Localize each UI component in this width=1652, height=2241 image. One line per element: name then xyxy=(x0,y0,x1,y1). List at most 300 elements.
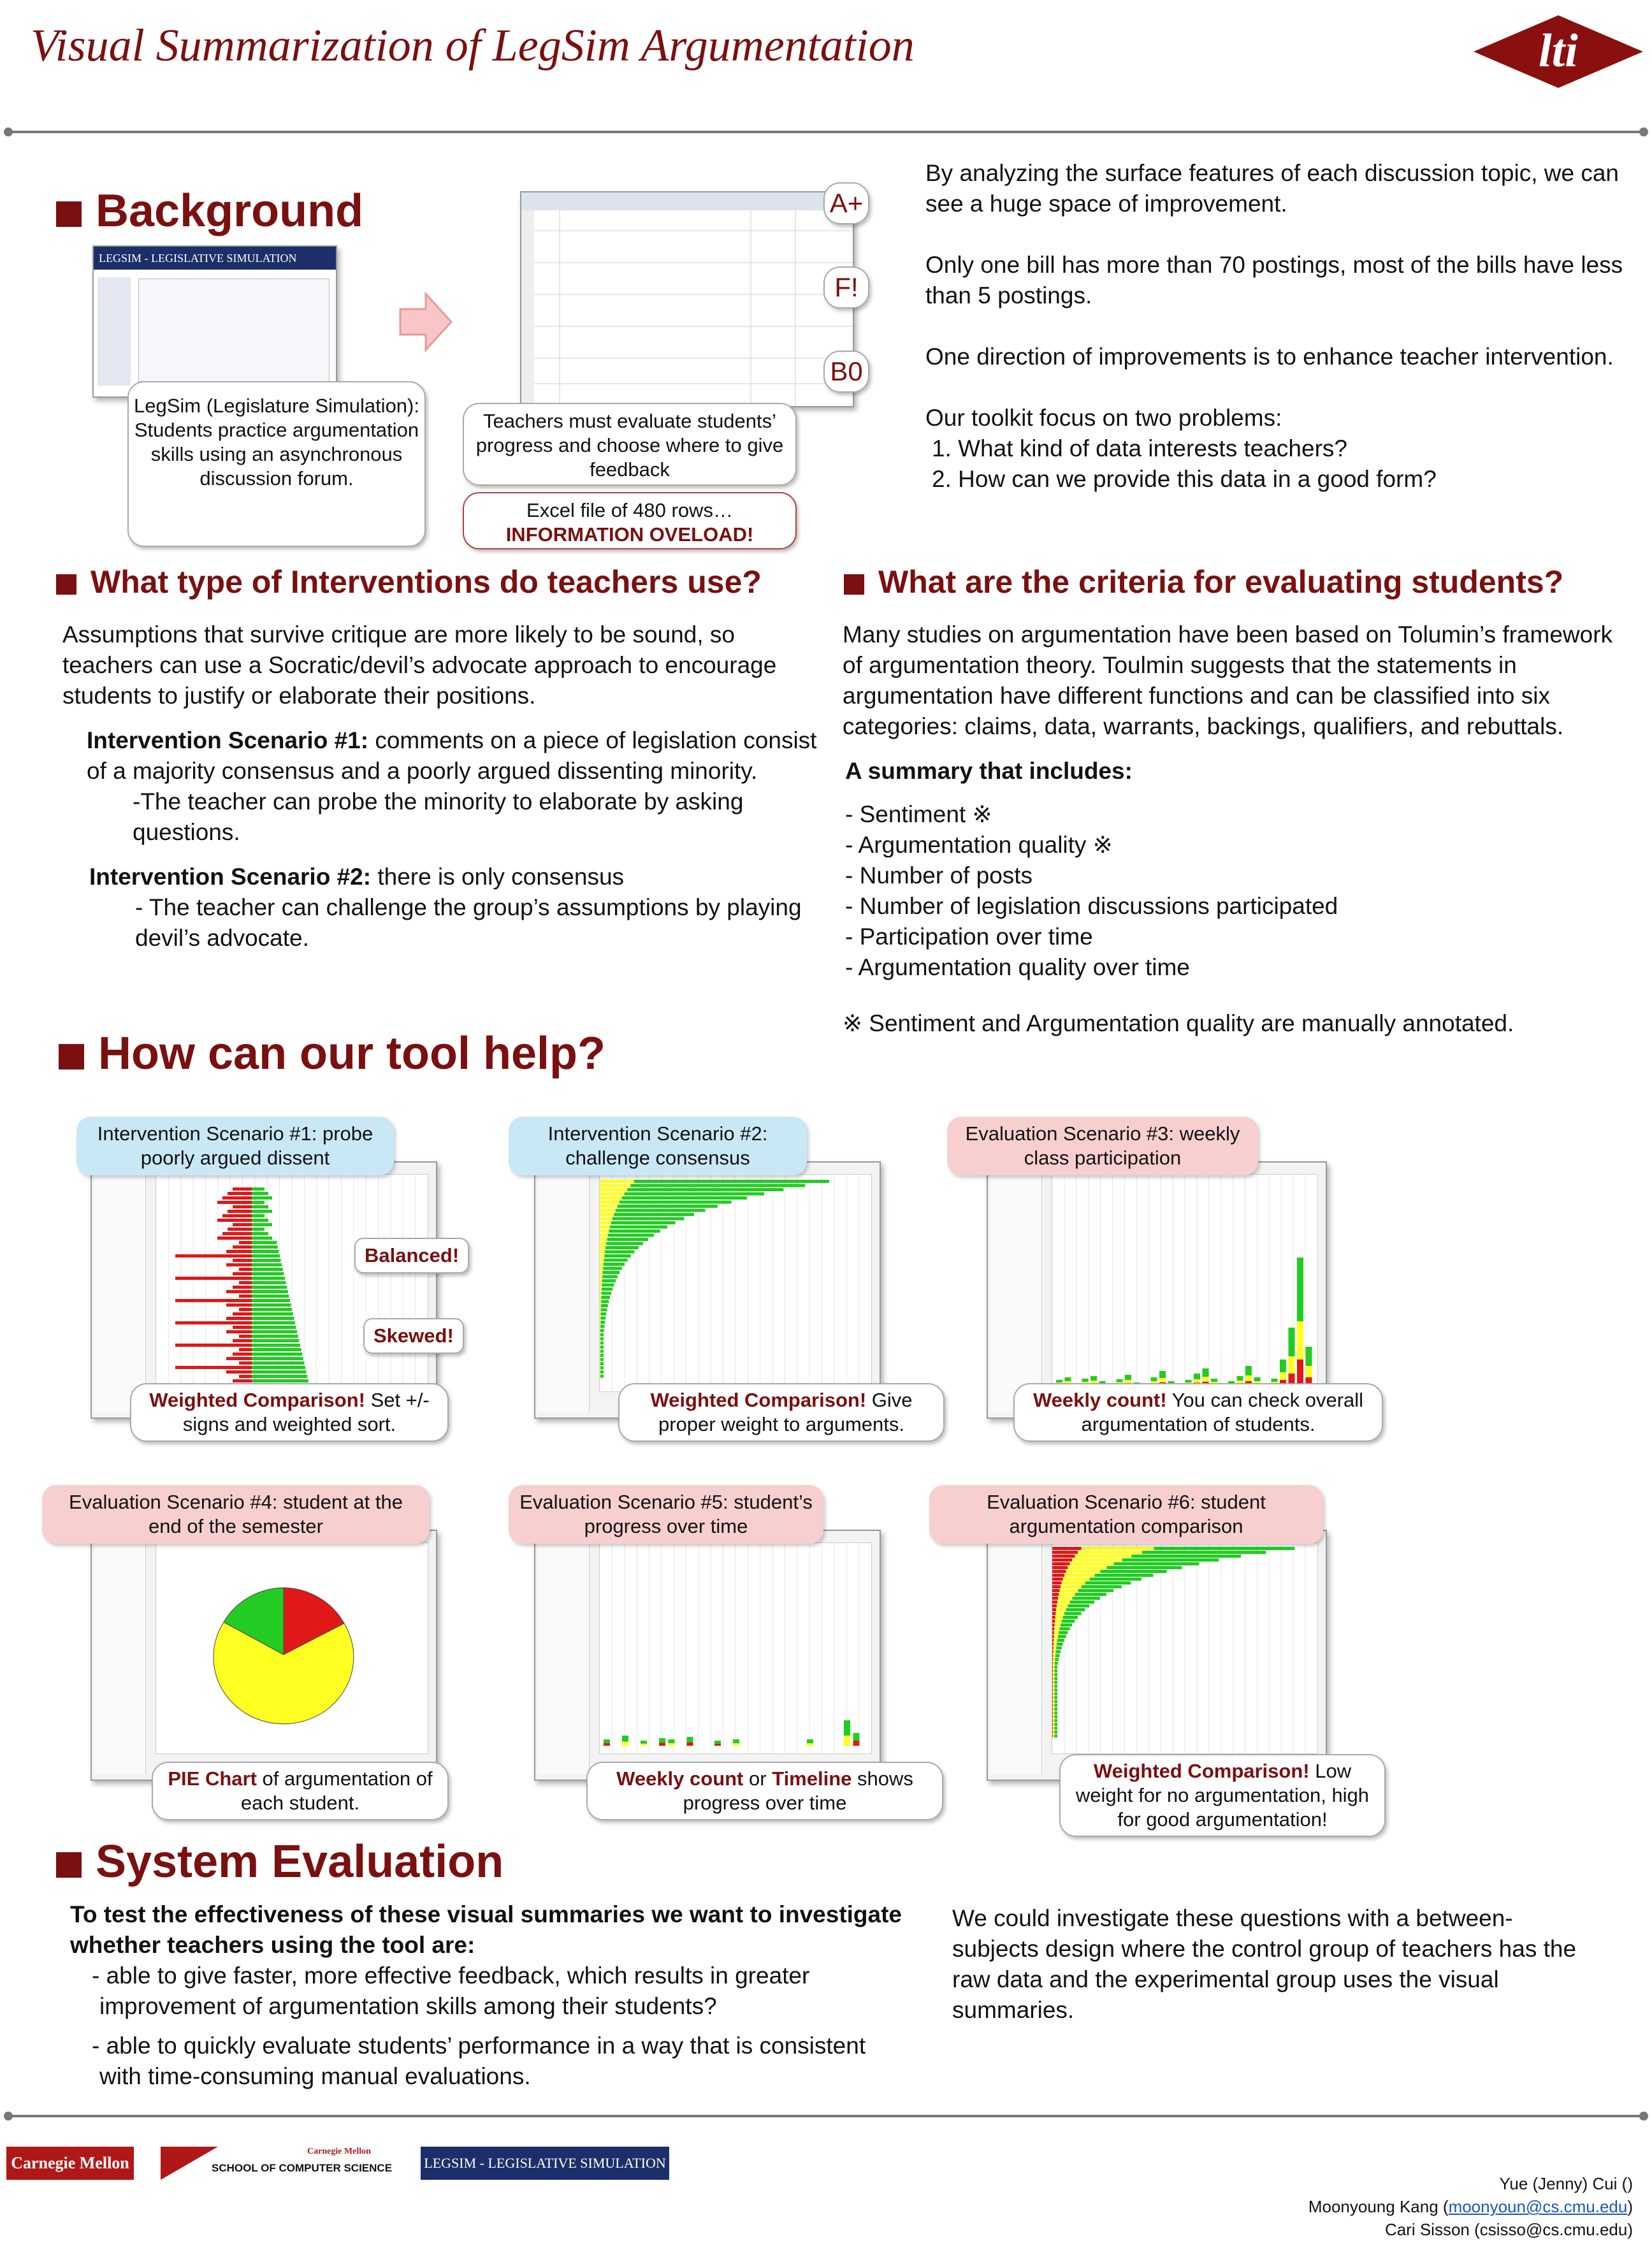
bar xyxy=(600,1279,602,1282)
bar xyxy=(252,1268,283,1271)
bar xyxy=(1055,1620,1062,1623)
bar xyxy=(1052,1723,1053,1726)
bar xyxy=(233,1223,252,1226)
bar xyxy=(620,1201,732,1204)
bar xyxy=(1054,1643,1057,1646)
bar xyxy=(1054,1635,1058,1638)
pie-chart xyxy=(156,1543,428,1753)
author-2-email[interactable]: moonyoun@cs.cmu.edu xyxy=(1448,2197,1628,2216)
bar xyxy=(1245,1366,1252,1375)
bar xyxy=(600,1317,605,1320)
bar xyxy=(252,1339,299,1342)
bar xyxy=(1052,1673,1053,1676)
credits xyxy=(1308,2172,1633,2241)
criteria-item: - Argumentation quality ※ xyxy=(845,832,1113,858)
bar xyxy=(1053,1665,1054,1669)
bar xyxy=(600,1300,601,1303)
scenario-4-screenshot xyxy=(91,1530,437,1781)
bar xyxy=(1059,1593,1075,1596)
bar xyxy=(1289,1356,1295,1374)
bar xyxy=(226,1290,252,1293)
bar xyxy=(1052,1616,1055,1619)
bar xyxy=(1054,1646,1056,1650)
scenario-4-caption: PIE Chart of argumentation of each student. xyxy=(152,1762,449,1820)
bar xyxy=(1185,1380,1192,1382)
bar xyxy=(252,1361,304,1365)
bar xyxy=(252,1192,268,1195)
bar xyxy=(1061,1585,1082,1588)
bar xyxy=(1052,1730,1053,1734)
scenario-3-bars xyxy=(1052,1175,1317,1391)
author-3: Cari Sisson (csisso@cs.cmu.edu) xyxy=(1384,2220,1633,2239)
bar xyxy=(1052,1685,1053,1688)
bar xyxy=(1211,1379,1217,1382)
bar xyxy=(233,1286,252,1289)
bar xyxy=(226,1317,252,1320)
bar xyxy=(252,1286,287,1289)
bar xyxy=(1203,1377,1209,1382)
bar xyxy=(602,1284,614,1287)
bar xyxy=(603,1267,622,1270)
bar xyxy=(222,1196,252,1200)
legsim-callout: LegSim (Legislature Simulation): Students practice argumentation skills using an asynchronous discussion forum. xyxy=(127,381,426,547)
bar xyxy=(252,1312,293,1316)
teachers-callout: Teachers must evaluate students’ progress and choose where to give feedback xyxy=(463,403,797,486)
bar xyxy=(604,1743,610,1746)
bar xyxy=(1055,1662,1058,1665)
bar xyxy=(1052,1681,1053,1684)
bar xyxy=(233,1272,252,1275)
bar xyxy=(1057,1604,1068,1607)
bar xyxy=(1054,1723,1057,1726)
bar xyxy=(627,1188,783,1191)
evaluation-item: - able to quickly evaluate students’ performance in a way that is consistent with time-consuming manual evaluations. xyxy=(92,2033,866,2089)
author-1: Yue (Jenny) Cui () xyxy=(1499,2174,1633,2193)
bar xyxy=(600,1321,605,1324)
bar xyxy=(1053,1700,1054,1703)
bar xyxy=(687,1737,693,1742)
bar xyxy=(252,1308,292,1311)
bar xyxy=(611,1221,676,1224)
bar xyxy=(1054,1730,1057,1734)
bar xyxy=(1066,1608,1085,1611)
bar xyxy=(603,1271,620,1274)
bar xyxy=(601,1304,608,1307)
bar xyxy=(1203,1368,1209,1377)
bar xyxy=(600,1367,604,1370)
bar xyxy=(252,1250,279,1253)
interventions-heading: What type of Interventions do teachers use? xyxy=(56,563,762,600)
top-divider xyxy=(6,131,1646,133)
bar xyxy=(228,1210,252,1213)
bar xyxy=(252,1237,272,1240)
criteria-item: - Number of legislation discussions participated xyxy=(845,893,1338,919)
scenario-1-caption: Weighted Comparison! Set +/- signs and weighted sort. xyxy=(130,1383,449,1442)
bar xyxy=(1054,1665,1057,1669)
bar xyxy=(1054,1669,1057,1672)
bar xyxy=(252,1232,268,1235)
bar xyxy=(1245,1375,1252,1381)
bar xyxy=(1054,1711,1057,1715)
bar xyxy=(1054,1708,1057,1711)
bar xyxy=(1054,1700,1057,1703)
scs-logo xyxy=(161,2147,394,2180)
bar xyxy=(807,1739,813,1743)
bar xyxy=(1272,1379,1278,1382)
bar xyxy=(252,1245,278,1249)
scenario-5-bubble: Evaluation Scenario #5: student’s progress over time xyxy=(509,1485,823,1544)
bottom-divider xyxy=(6,2115,1646,2117)
bar xyxy=(1289,1328,1295,1356)
bar xyxy=(1060,1627,1070,1630)
bar xyxy=(1052,1650,1054,1653)
bar xyxy=(1053,1711,1054,1715)
bar xyxy=(601,1309,607,1312)
bar xyxy=(1056,1608,1066,1611)
bar xyxy=(600,1345,604,1349)
bar xyxy=(604,1254,630,1258)
bar xyxy=(1053,1727,1054,1730)
bar xyxy=(622,1196,747,1200)
bar xyxy=(604,1739,610,1743)
bar xyxy=(239,1335,252,1338)
bar xyxy=(1055,1623,1061,1627)
bar xyxy=(659,1738,665,1743)
bar xyxy=(622,1742,628,1746)
bar xyxy=(600,1304,601,1307)
bar xyxy=(1052,1562,1070,1565)
bar xyxy=(233,1353,252,1356)
bar xyxy=(1055,1612,1064,1615)
bar xyxy=(252,1326,296,1329)
bar xyxy=(1054,1734,1057,1737)
bar xyxy=(1100,1570,1166,1573)
bar xyxy=(1052,1585,1061,1588)
bar xyxy=(600,1292,602,1295)
bar xyxy=(1052,1593,1059,1596)
scenario-2-sub: - The teacher can challenge the group’s assumptions by playing devil’s advocate. xyxy=(135,894,802,951)
bar xyxy=(233,1379,252,1382)
bar xyxy=(252,1281,286,1284)
bar xyxy=(600,1271,603,1274)
bar xyxy=(618,1205,718,1208)
bar xyxy=(600,1309,601,1312)
bar xyxy=(239,1241,252,1244)
bar xyxy=(600,1263,604,1266)
bar xyxy=(600,1370,604,1374)
bar xyxy=(605,1251,634,1254)
criteria-heading: What are the criteria for evaluating students? xyxy=(844,563,1563,600)
bar xyxy=(1054,1688,1057,1692)
bar xyxy=(1054,1715,1057,1718)
bar xyxy=(600,1259,604,1262)
background-heading: Background xyxy=(56,185,363,237)
bar xyxy=(601,1300,609,1303)
bar xyxy=(252,1299,290,1302)
toolkit-item: 1. What kind of data interests teachers? xyxy=(932,435,1347,461)
bar xyxy=(252,1317,294,1320)
bar xyxy=(1052,1711,1053,1715)
bar xyxy=(600,1209,616,1212)
bar xyxy=(1053,1708,1054,1711)
bar xyxy=(217,1237,252,1240)
bar xyxy=(630,1184,805,1187)
bar xyxy=(1052,1715,1053,1718)
bar xyxy=(600,1221,611,1224)
scenario-5-bars xyxy=(600,1543,871,1753)
bar xyxy=(600,1342,604,1345)
bar xyxy=(600,1229,609,1233)
bar xyxy=(252,1214,264,1217)
background-para: Only one bill has more than 70 postings, most of the bills have less than 5 postings. xyxy=(925,252,1623,308)
bar xyxy=(853,1741,860,1746)
bar xyxy=(1054,1696,1057,1699)
bar xyxy=(600,1312,601,1316)
bar xyxy=(252,1330,297,1333)
bar xyxy=(600,1217,612,1221)
bar xyxy=(252,1205,268,1208)
bar xyxy=(1053,1677,1054,1680)
excel-screenshot xyxy=(520,191,854,407)
bar xyxy=(669,1743,675,1746)
bar xyxy=(600,1205,618,1208)
bar xyxy=(252,1259,281,1262)
scenario-6-screenshot xyxy=(987,1530,1327,1781)
criteria-note: ※ Sentiment and Argumentation quality are manually annotated. xyxy=(843,1010,1514,1036)
bar xyxy=(607,1238,648,1241)
bar xyxy=(844,1736,850,1746)
bar xyxy=(1052,1597,1058,1600)
bar xyxy=(641,1744,647,1746)
bar xyxy=(1066,1570,1101,1573)
scenario-1-bubble: Intervention Scenario #1: probe poorly argued dissent xyxy=(76,1117,394,1175)
bar xyxy=(1062,1581,1085,1585)
bar xyxy=(601,1296,610,1299)
bar xyxy=(600,1284,602,1287)
criteria-intro: Many studies on argumentation have been based on Tolumin’s framework of argumentation theory. Toulmin suggests that the statements in argumentation have different functions and can be classified into six categories: claims, data, warrants, backings, qualifiers, and rebuttals. xyxy=(843,621,1613,739)
bar xyxy=(1082,1379,1089,1382)
bar xyxy=(600,1296,601,1299)
bar xyxy=(606,1242,643,1245)
legsim-screenshot xyxy=(92,245,337,398)
bar xyxy=(1054,1631,1059,1634)
bar xyxy=(1085,1581,1131,1585)
balanced-tag: Balanced! xyxy=(354,1238,469,1273)
bar xyxy=(1054,1727,1057,1730)
bar xyxy=(600,1201,620,1204)
bar xyxy=(1052,1577,1063,1581)
bar xyxy=(252,1228,264,1231)
bar xyxy=(175,1321,252,1324)
bar xyxy=(1052,1688,1053,1692)
bar xyxy=(1053,1688,1054,1692)
legsim-banner: LEGSIM - LEGISLATIVE SIMULATION xyxy=(94,247,336,270)
bar xyxy=(601,1312,607,1316)
criteria-text xyxy=(843,620,1620,1039)
bar xyxy=(1053,1685,1054,1688)
bar xyxy=(226,1370,252,1374)
bar xyxy=(1054,1681,1057,1684)
bar xyxy=(1125,1375,1131,1380)
bar xyxy=(600,1350,604,1353)
bar xyxy=(239,1375,252,1378)
bar xyxy=(1058,1597,1072,1600)
bar xyxy=(1159,1371,1166,1378)
bar xyxy=(252,1335,298,1338)
bar xyxy=(600,1362,604,1365)
bar xyxy=(1055,1650,1061,1653)
bar xyxy=(175,1344,252,1347)
poster-title: Visual Summarization of LegSim Argumentation xyxy=(31,20,915,71)
bar xyxy=(239,1348,252,1351)
lti-logo xyxy=(1472,14,1644,89)
bar xyxy=(252,1254,280,1258)
bar xyxy=(1052,1589,1060,1592)
bar xyxy=(252,1366,305,1369)
bar xyxy=(252,1353,302,1356)
bar xyxy=(233,1312,252,1316)
bar xyxy=(222,1214,252,1217)
scenario-5-screenshot xyxy=(534,1530,881,1781)
scenario-4-bubble: Evaluation Scenario #4: student at the end of the semester xyxy=(42,1485,430,1544)
bar xyxy=(1114,1562,1199,1565)
bar xyxy=(844,1720,850,1736)
bar xyxy=(1052,1704,1053,1707)
bar xyxy=(252,1375,307,1378)
bar xyxy=(233,1326,252,1329)
bar xyxy=(600,1226,610,1229)
bar xyxy=(252,1321,295,1324)
scenario-2-bubble: Intervention Scenario #2: challenge consensus xyxy=(509,1117,807,1175)
evaluation-heading: System Evaluation xyxy=(56,1836,504,1888)
scenario-2-bars xyxy=(600,1175,871,1391)
bar xyxy=(1054,1650,1056,1653)
bar xyxy=(239,1281,252,1284)
bar xyxy=(1154,1547,1294,1550)
bar xyxy=(252,1379,308,1382)
bar xyxy=(1060,1589,1078,1592)
bar xyxy=(1075,1593,1106,1596)
criteria-item: - Argumentation quality over time xyxy=(845,954,1190,980)
bar xyxy=(641,1741,647,1744)
bar xyxy=(602,1279,616,1282)
bar xyxy=(634,1180,829,1183)
bar xyxy=(1053,1730,1054,1734)
evaluation-text xyxy=(70,1899,911,2092)
bar xyxy=(252,1196,272,1200)
bar xyxy=(1052,1662,1053,1665)
interventions-text xyxy=(62,620,827,954)
bar xyxy=(1090,1577,1141,1581)
scenario-1-screenshot xyxy=(91,1161,437,1419)
bar xyxy=(175,1254,252,1258)
bar xyxy=(1057,1600,1070,1604)
author-2: Moonyoung Kang (moonyoun@cs.cmu.edu) xyxy=(1308,2197,1633,2216)
bar xyxy=(600,1196,622,1200)
bar xyxy=(1052,1604,1057,1607)
bar xyxy=(228,1192,252,1195)
bar xyxy=(1053,1654,1055,1657)
bar xyxy=(1052,1719,1053,1722)
bar xyxy=(622,1736,628,1742)
bar xyxy=(1052,1696,1053,1699)
bar xyxy=(600,1358,604,1361)
bar xyxy=(1052,1635,1054,1638)
scenario-6-caption: Weighted Comparison! Low weight for no argumentation, high for good argumentation! xyxy=(1059,1754,1386,1837)
bar xyxy=(600,1354,604,1357)
bar xyxy=(1052,1570,1066,1573)
bar xyxy=(1052,1654,1053,1657)
bar xyxy=(1159,1378,1166,1382)
bar xyxy=(1052,1692,1053,1695)
bar xyxy=(1072,1558,1122,1562)
bar xyxy=(1052,1639,1054,1642)
bar xyxy=(1053,1719,1054,1722)
bar xyxy=(217,1219,252,1222)
bar xyxy=(612,1217,685,1221)
bar xyxy=(600,1193,625,1196)
bar xyxy=(222,1232,252,1235)
bar xyxy=(600,1251,605,1254)
bar xyxy=(600,1337,604,1340)
scenario-6-bars xyxy=(1052,1543,1317,1753)
bar xyxy=(1052,1600,1057,1604)
bar xyxy=(600,1275,602,1279)
bar xyxy=(239,1308,252,1311)
bar xyxy=(1057,1639,1064,1642)
bar xyxy=(252,1348,301,1351)
scenario-2-caption: Weighted Comparison! Give proper weight to arguments. xyxy=(618,1383,945,1442)
bar xyxy=(1052,1708,1053,1711)
bar xyxy=(659,1743,665,1746)
legsim-logo: LEGSIM - LEGISLATIVE SIMULATION xyxy=(421,2147,669,2180)
bar xyxy=(1054,1677,1057,1680)
bar xyxy=(1297,1258,1303,1321)
bar xyxy=(1053,1692,1054,1695)
bar xyxy=(669,1739,675,1743)
bar xyxy=(217,1201,252,1204)
bar xyxy=(1054,1704,1057,1707)
bar xyxy=(600,1267,603,1270)
bar xyxy=(233,1245,252,1249)
bar xyxy=(233,1187,252,1191)
bar xyxy=(252,1357,303,1360)
bar xyxy=(1194,1374,1200,1379)
bar xyxy=(853,1733,860,1741)
bar xyxy=(1142,1551,1266,1554)
bar xyxy=(1052,1658,1053,1661)
bar xyxy=(733,1743,739,1746)
scs-logo-text: SCHOOL OF COMPUTER SCIENCE xyxy=(212,2162,393,2174)
bar xyxy=(600,1238,607,1241)
bar xyxy=(252,1290,288,1293)
bar xyxy=(1053,1662,1055,1665)
bar xyxy=(1052,1727,1053,1730)
criteria-item: - Number of posts xyxy=(845,862,1033,888)
bar xyxy=(1306,1366,1312,1377)
bar xyxy=(252,1344,300,1347)
bar xyxy=(1070,1600,1094,1604)
bar xyxy=(1053,1704,1054,1707)
toolkit-intro: Our toolkit focus on two problems: xyxy=(925,405,1282,431)
bar xyxy=(1053,1723,1054,1726)
background-para: By analyzing the surface features of each discussion topic, we can see a huge space of improvement. xyxy=(925,160,1619,217)
bar xyxy=(252,1187,264,1191)
bar xyxy=(600,1329,604,1332)
bar xyxy=(1053,1681,1054,1684)
bar xyxy=(1082,1547,1154,1550)
bar xyxy=(608,1234,654,1237)
